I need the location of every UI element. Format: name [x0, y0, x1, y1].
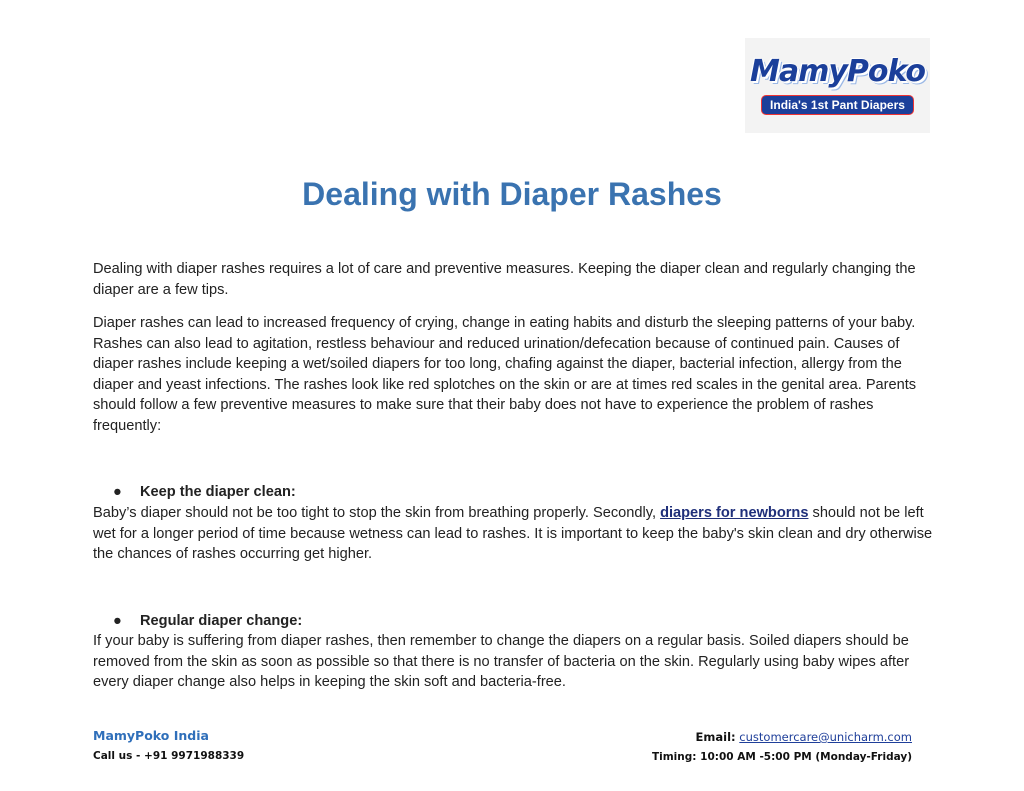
page-title: Dealing with Diaper Rashes: [302, 176, 722, 212]
logo-brand-text: MamyPoko: [749, 53, 925, 89]
footer-email: [696, 730, 912, 744]
footer-timing: Timing: 10:00 AM -5:00 PM (Monday-Friday): [651, 751, 912, 763]
tip-heading-label: Keep the diaper clean:: [140, 484, 296, 500]
email-label: Email:: [695, 730, 736, 744]
tip-heading-label: Regular diaper change:: [140, 613, 303, 629]
mamypoko-logo: [745, 38, 930, 133]
tip-heading-change: [113, 611, 302, 632]
footer-brand: MamyPoko India: [93, 728, 209, 743]
causes-paragraph: Diaper rashes can lead to increased frequency of crying, change in eating habits and disturb the sleeping patterns of your baby. Rashes can also lead to agitation, restless behaviour and reduced urination/defecation because of continued pain. Causes of diaper rashes include keeping a wet/soiled diapers for too long, chafing against the diaper, bacterial infection, allergy from the diaper and yeast infections. The rashes look like red splotches on the skin or are at times red scales in the genital area. Parents should follow a few preventive measures to make sure that their baby does not have to experience the problem of rashes frequently:: [93, 315, 917, 434]
diapers-for-newborns-link[interactable]: diapers for newborns: [660, 505, 809, 521]
logo-tagline: India's 1st Pant Diapers: [761, 95, 914, 115]
tip-text-before: Baby’s diaper should not be too tight to stop the skin from breathing properly. Secondly,: [93, 505, 661, 521]
tip-body-change: If your baby is suffering from diaper rashes, then remember to change the diapers on a regular basis. Soiled diapers should be removed from the skin as soon as possible so that there is no transfer of bacteria on the skin. Regularly using baby wipes after every diaper change also helps in keeping the skin soft and bacteria-free.: [93, 633, 910, 690]
intro-paragraph: Dealing with diaper rashes requires a lot of care and preventive measures. Keeping the diaper clean and regularly changing the diaper are a few tips.: [93, 261, 916, 298]
tip-heading-clean: [113, 482, 296, 503]
tip-text-after: should not be left wet for a longer period of time because wetness can lead to rashes. It is important to keep the baby's skin clean and dry otherwise the chances of rashes occurring get higher.: [93, 505, 933, 562]
bullet-icon: ●: [113, 484, 122, 500]
tip-body-clean: [93, 503, 938, 565]
email-link[interactable]: customercare@unicharm.com: [739, 730, 912, 744]
footer-phone: Call us - +91 9971988339: [93, 750, 245, 762]
bullet-icon: ●: [113, 613, 122, 629]
